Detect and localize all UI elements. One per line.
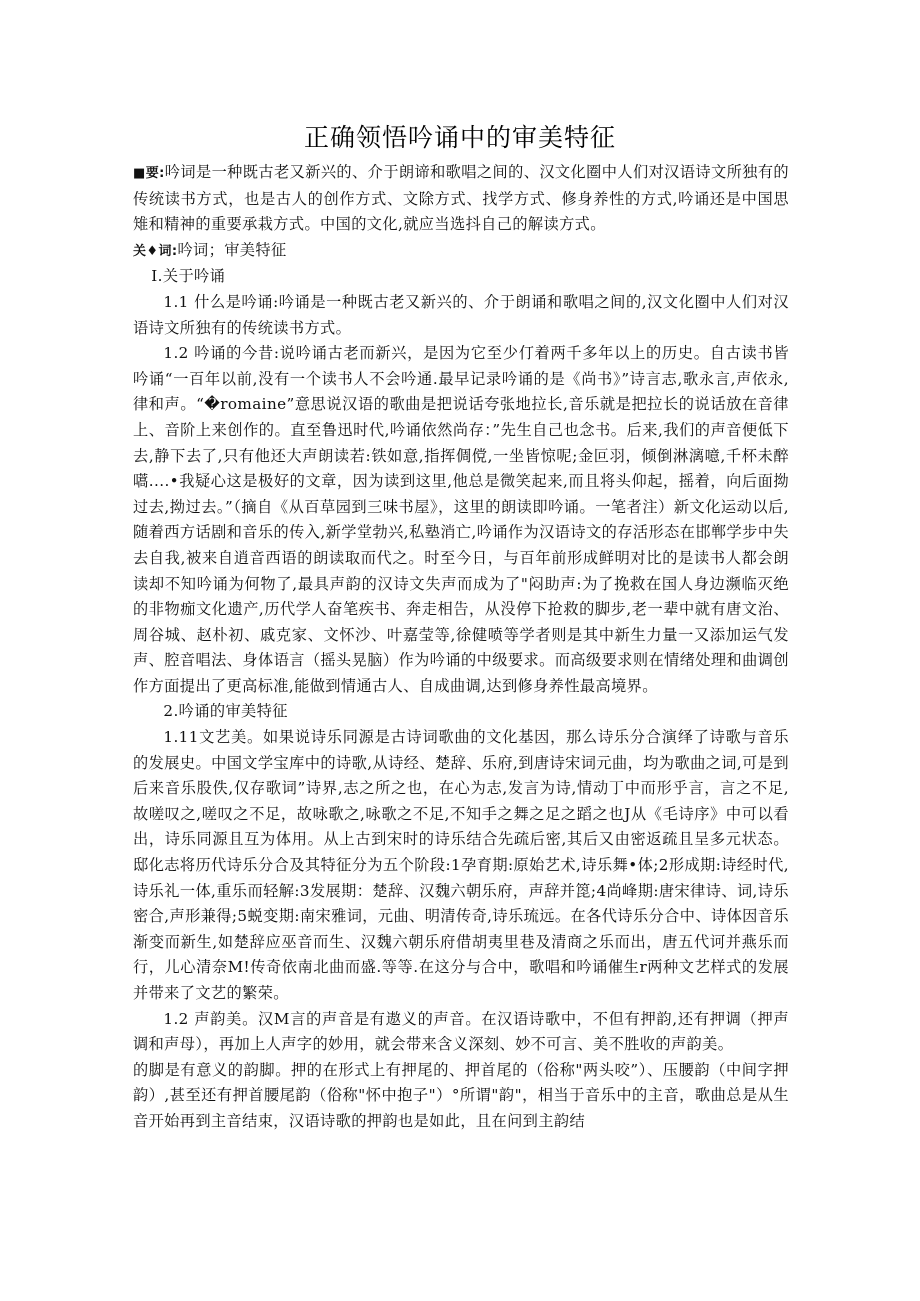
abstract-label: ■要: <box>133 166 165 181</box>
keywords-text: 吟词；审美特征 <box>177 240 287 259</box>
body-paragraph: 1.2 吟诵的今昔:说吟诵古老而新兴，是因为它至少仃着两千多年以上的历史。自古读书皆吟诵“一百年以前,没有一个读书人不会吟通.最早记录吟诵的是《尚书》”诗言志,歌永言,声依永,律和声。“�romaine”意思说汉语的歌曲是把说话夸张地拉长,音乐就是把拉长的说话放在音律上、音阶上来创作的。直至鲁迅时代,吟诵依然尚存：”先生自己也念书。后来,我们的声音便低下去,静下去了,只有他还大声朗读若:铁如意,指挥倜傥,一坐皆惊呢;金叵羽，倾倒淋漓噫,千杯未醉嚆....•我疑心这是极好的文章，因为读到这里,他总是微笑起来,而且将头仰起，摇着，向后面拗过去,拗过去。”（摘自《从百草园到三味书屋》，这里的朗读即吟诵。一笔者注）新文化运动以后,随着西方话剧和音乐的传入,新学堂勃兴,私塾消亡,吟诵作为汉语诗文的存活形态在邯郸学步中失去自我,被来自逍音西语的朗读取而代之。时至今日，与百年前形成鲜明对比的是读书人都会朗读却不知吟诵为何物了,最具声韵的汉诗文失声而成为了"闷助声:为了挽救在国人身边濒临灭绝的非物痂文化遗产,历代学人奋笔疾书、奔走相告，从没停下抢救的脚步,老一辈中就有唐文治、周谷城、赵朴初、戚克家、文怀沙、叶嘉莹等,徐健喷等学者则是其中新生力量一又添加运气发声、腔音唱法、身体语言（摇头晃脑）作为吟诵的中级要求。而高级要求则在情绪处理和曲调创作方面提出了更高标准,能做到情通古人、自成曲调,达到修身养性最高境界。 <box>133 344 789 695</box>
keywords-label: 关♦词: <box>133 243 178 259</box>
body-paragraph: I.关于吟诵 <box>151 267 226 286</box>
keywords-paragraph <box>133 238 789 265</box>
abstract-paragraph <box>133 160 789 238</box>
page-title: 正确领悟吟诵中的审美特征 <box>303 123 616 152</box>
abstract-text: 吟词是一种既古老又新兴的、介于朗谛和歌唱之间的、汉文化圈中人们对汉语诗文所独有的传统读书方式，也是古人的创作方式、文除方式、找学方式、修身养性的方式,吟诵还是中国思雉和精神的重要承栽方式。中国的文化,就应当选抖自己的解读方式。 <box>133 163 790 234</box>
body-paragraph: 1.2 声韵美。汉M言的声音是有遨义的声音。在汉语诗歌中，不但有押韵,还有押调（押声调和声母），再加上人声字的妙用，就会带来含义深刻、妙不可言、美不胜收的声韵美。 <box>133 1009 789 1054</box>
body-paragraph: 1.11文艺美。如果说诗乐同源是古诗词歌曲的文化基因，那么诗乐分合演绎了诗歌与音乐的发展史。中国文学宝库中的诗歌,从诗经、楚辞、乐府,到唐诗宋词元曲，均为歌曲之词,可是到后来音乐股佚,仅存歌词”诗界,志之所之也，在心为志,发言为诗,情动丁中而形乎言，言之不足,故嗟叹之,嗟叹之不足，故咏歌之,咏歌之不足,不知手之舞之足之蹈之也J从《毛诗序》中可以看出，诗乐同源且互为体用。从上古到宋时的诗乐结合先疏后密,其后又由密返疏且呈多元状态。邸化志将历代诗乐分合及其特征分为五个阶段:1孕育期:原始艺术,诗乐舞•体;2形成期:诗经时代,诗乐礼一体,重乐而轻解:3发展期：楚辞、汉魏六朝乐府，声辞并箆;4尚峰期:唐宋律诗、词,诗乐密合,声形兼得;5蜕变期:南宋雅词，元曲、明清传奇,诗乐琉远。在各代诗乐分合中、诗体因音乐渐变而新生,如楚辞应巫音而生、汉魏六朝乐府借胡夷里巷及清商之乐而出，唐五代诃并燕乐而行，儿心清奈M!传奇依南北曲而盛.等等.在这分与合中，歌唱和吟诵催生r两种文艺样式的发展并带来了文艺的繁荣。 <box>133 728 789 1002</box>
body-paragraph: 的脚是有意义的韵脚。押的在形式上有押尾的、押首尾的（俗称"两头咬”）、压腰韵（中间字押韵）,甚至还有押首腰尾韵（俗称"怀中抱子"）°所谓"韵"，相当于音乐中的主音，歌曲总是从生音开始再到主音结束，汉语诗歌的押韵也是如此，且在问到主韵结 <box>133 1060 789 1130</box>
document-body <box>133 160 789 1135</box>
body-paragraph: 2.吟诵的审美特征 <box>163 702 288 721</box>
body-paragraph: 1.1 什么是吟诵:吟诵是一种既古老又新兴的、介于朗诵和歌唱之间的,汉文化圈中人们对汉语诗文所独有的传统读书方式。 <box>133 292 789 337</box>
